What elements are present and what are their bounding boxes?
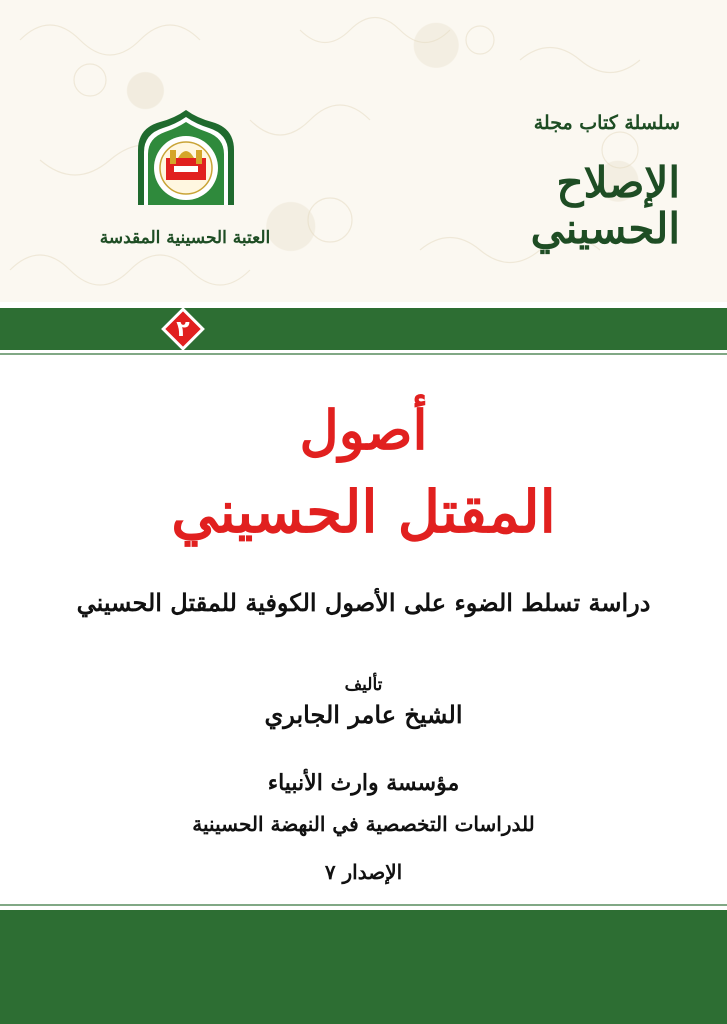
bottom-green-band — [0, 910, 727, 1024]
author-label: تأليف — [344, 675, 383, 695]
series-title: الإصلاح الحسيني — [530, 158, 680, 254]
book-subtitle: دراسة تسلط الضوء على الأصول الكوفية للمقتل الحسيني — [76, 588, 651, 617]
ornamental-header-area — [0, 0, 727, 302]
book-title-line-1: أصول — [299, 398, 428, 462]
bottom-divider-line — [0, 904, 727, 906]
logo-caption: العتبة الحسينية المقدسة — [99, 228, 271, 248]
issue-number: ٢ — [176, 316, 190, 342]
series-label: سلسلة كتاب مجلة — [533, 112, 680, 134]
publisher-subtitle: للدراسات التخصصية في النهضة الحسينية — [192, 812, 535, 836]
top-divider-line — [0, 353, 727, 355]
top-green-band — [0, 308, 727, 350]
author-name: الشيخ عامر الجابري — [264, 700, 463, 729]
book-title-line-2: المقتل الحسيني — [171, 478, 556, 546]
publisher-name: مؤسسة وارث الأنبياء — [267, 770, 460, 796]
arabesque-pattern — [0, 0, 727, 302]
shrine-logo — [130, 110, 242, 210]
publication-issue: الإصدار ٧ — [324, 860, 403, 884]
